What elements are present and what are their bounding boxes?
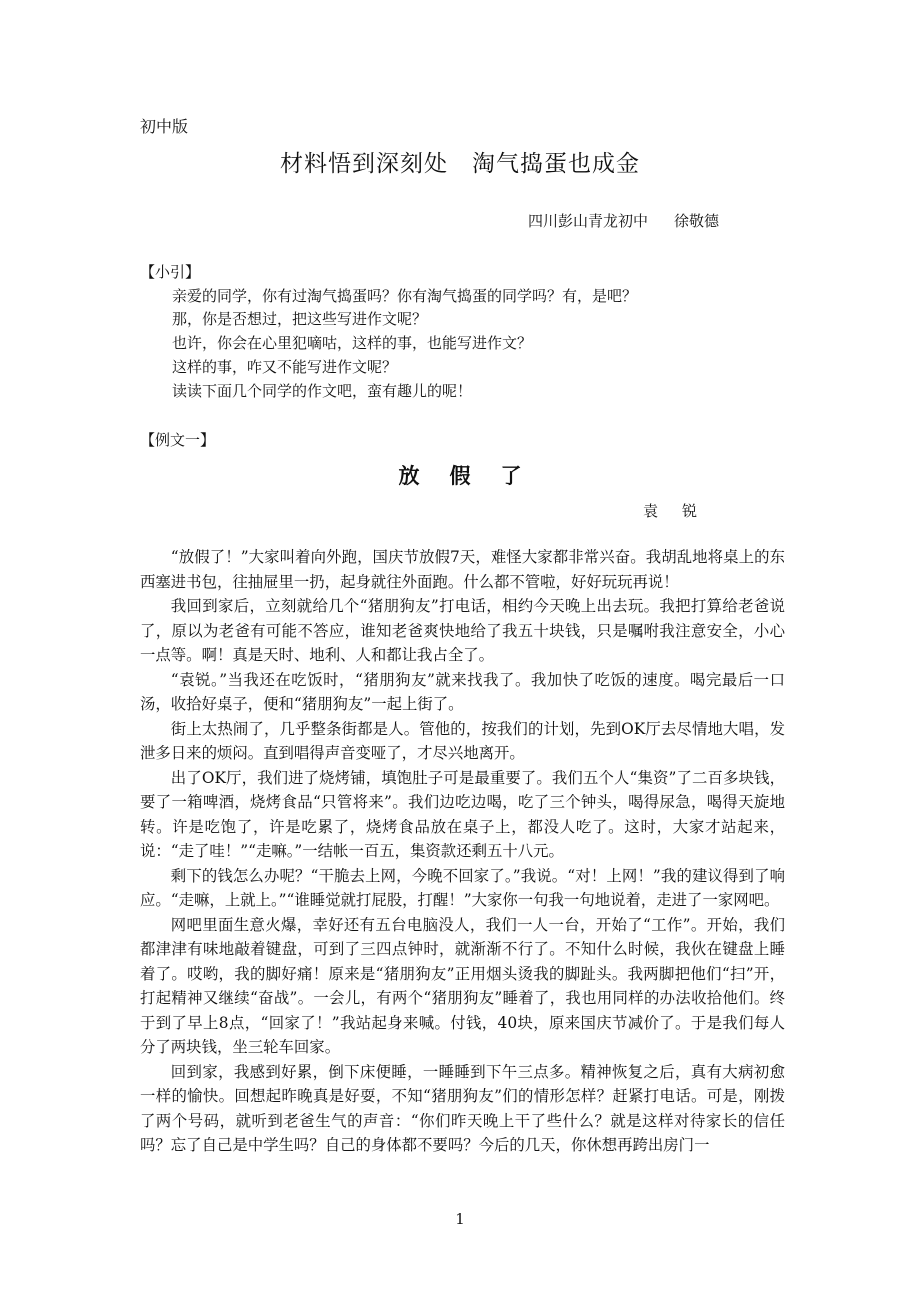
essay-paragraph: “袁锐。”当我还在吃饭时，“猪朋狗友”就来找我了。我加快了吃饭的速度。喝完最后一口汤，收拾好桌子，便和“猪朋狗友”一起上街了。 [140, 670, 785, 713]
article-title: 材料悟到深刻处 淘气捣蛋也成金 [280, 151, 640, 177]
intro-line: 亲爱的同学，你有过淘气捣蛋吗？你有淘气捣蛋的同学吗？有，是吧？ [172, 287, 638, 305]
essay-author: 袁锐 [643, 502, 722, 520]
intro-line: 这样的事，咋又不能写进作文呢？ [172, 358, 398, 376]
essay-paragraph: 出了OK厅，我们进了烧烤铺，填饱肚子可是最重要了。我们五个人“集资”了二百多块钱，要了一箱啤酒，烧烤食品“只管将来”。我们边吃边喝，吃了三个钟头，喝得尿急，喝得天旋地转。许是吃饱了，许是吃累了，烧烤食品放在桌子上，都没人吃了。这时，大家才站起来，说：“走了哇！”“走嘛。”一结帐一百五，集资款还剩五十八元。 [140, 768, 785, 860]
intro-line: 那，你是否想过，把这些写进作文呢？ [172, 310, 428, 328]
page-number: 1 [455, 1210, 465, 1228]
example-label: 【例文一】 [140, 431, 216, 449]
essay-paragraph: 网吧里面生意火爆，幸好还有五台电脑没人，我们一人一台，开始了“工作”。开始，我们都津津有味地敲着键盘，可到了三四点钟时，就渐渐不行了。不知什么时候，我伙在键盘上睡着了。哎哟，我的脚好痛！原来是“猪朋狗友”正用烟头烫我的脚趾头。我两脚把他们“扫”开，打起精神又继续“奋战”。一会儿，有两个“猪朋狗友”睡着了，我也用同样的办法收拾他们。终于到了早上8点，“回家了！”我站起身来喊。付钱，40块，原来国庆节减价了。于是我们每人分了两块钱，坐三轮车回家。 [140, 915, 785, 1056]
essay-paragraph: 回到家，我感到好累，倒下床便睡，一睡睡到下午三点多。精神恢复之后，真有大病初愈一样的愉快。回想起昨晚真是好耍，不知“猪朋狗友”们的情形怎样？赶紧打电话。可是，刚拨了两个号码，就听到老爸生气的声音：“你们昨天晚上干了些什么？就是这样对待家长的信任吗？忘了自己是中学生吗？自己的身体都不要吗？今后的几天，你休想再跨出房门一 [140, 1062, 785, 1154]
intro-line: 也许，你会在心里犯嘀咕，这样的事，也能写进作文？ [172, 334, 533, 352]
school-name: 四川彭山青龙初中 [528, 212, 649, 230]
essay-paragraph: 剩下的钱怎么办呢？“干脆去上网，今晚不回家了。”我说。“对！上网！”我的建议得到了响应。“走嘛，上就上。”“谁睡觉就打屁股，打醒！”大家你一句我一句地说着，走进了一家网吧。 [140, 866, 785, 909]
essay-body [140, 545, 785, 1158]
essay-paragraph: 我回到家后，立刻就给几个“猪朋狗友”打电话，相约今天晚上出去玩。我把打算给老爸说了，原以为老爸有可能不答应，谁知老爸爽快地给了我五十块钱，只是嘱咐我注意安全，小心一点等。啊！真是天时、地利、人和都让我占全了。 [140, 597, 785, 664]
author-name: 徐敬德 [674, 212, 720, 230]
intro-label: 【小引】 [140, 263, 201, 281]
essay-paragraph: 街上太热闹了，几乎整条街都是人。管他的，按我们的计划，先到OK厅去尽情地大唱，发泄多日来的烦闷。直到唱得声音变哑了，才尽兴地离开。 [140, 719, 785, 762]
essay-title: 放假了 [398, 463, 552, 488]
essay-paragraph: “放假了！”大家叫着向外跑，国庆节放假7天，难怪大家都非常兴奋。我胡乱地将桌上的东西塞进书包，往抽屉里一扔，起身就往外面跑。什么都不管啦，好好玩玩再说！ [140, 548, 785, 591]
byline [528, 210, 745, 231]
intro-line: 读读下面几个同学的作文吧，蛮有趣儿的呢！ [172, 382, 473, 400]
edition-label: 初中版 [140, 117, 189, 136]
